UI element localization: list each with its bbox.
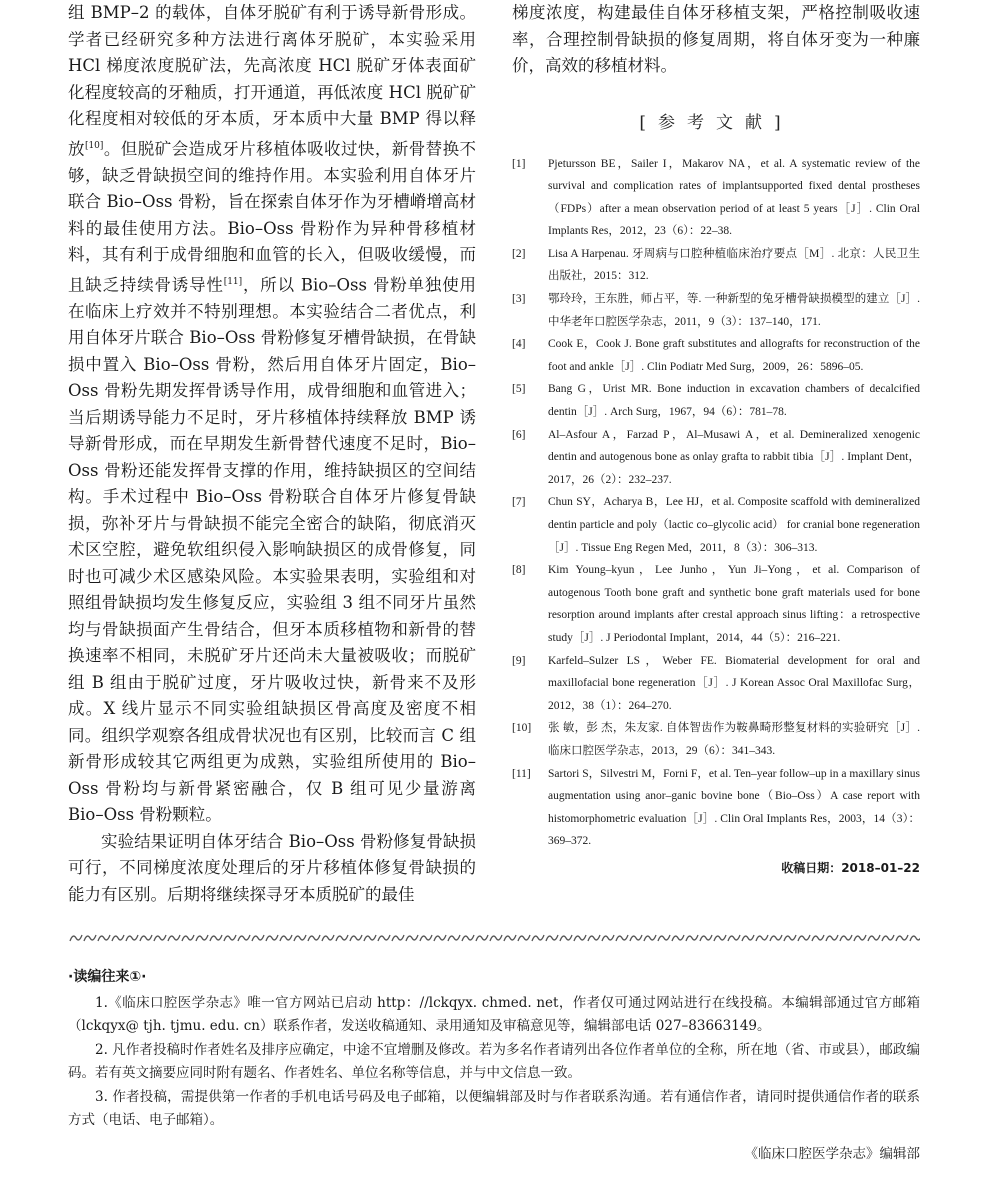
divider-ornament	[812, 935, 824, 941]
divider-ornament	[910, 935, 920, 941]
reference-text: Kim Young–kyun，Lee Junho，Yun Ji–Yong，et al. Comparison of autogenous Tooth bone graft and synthetic bone graft materials used for bone resorption around implants after crestal approach sinus lifting：a retrospective study［J］. J Periodontal Implant，2014，44（5）：216–221.	[548, 564, 920, 644]
left-column	[68, 0, 476, 908]
divider-ornament	[294, 935, 306, 941]
reference-item	[512, 378, 920, 423]
reference-item	[512, 650, 920, 718]
divider-ornament	[742, 935, 754, 941]
divider-ornament	[98, 935, 110, 941]
divider-ornament	[322, 935, 334, 941]
divider-ornament	[616, 935, 628, 941]
reference-text: Cook E，Cook J. Bone graft substitutes and allografts for reconstruction of the foot and ankle［J］. Clin Podiatr Med Surg，2009，26：5896–05.	[548, 338, 920, 373]
reference-text: Karfeld–Sulzer LS，Weber FE. Biomaterial development for oral and maxillofacial bone regeneration［J］. J Korean Assoc Oral Maxillofac Surg，2012，38（1）：264–270.	[548, 654, 920, 712]
reference-item	[512, 424, 920, 492]
divider-ornament	[868, 935, 880, 941]
body-paragraph: 组 BMP–2 的载体，自体牙脱矿有利于诱导新骨形成。学者已经研究多种方法进行离体牙脱矿，本实验采用 HCl 梯度浓度脱矿法，先高浓度 HCl 脱矿牙体表面矿化程度较高的牙釉质，打开通道，再低浓度 HCl 脱矿矿化程度相对较低的牙本质，牙本质中大量 BMP 得以释放[10]。但脱矿会造成牙片移植体吸收过快，新骨替换不够，缺乏骨缺损空间的维持作用。本实验利用自体牙片联合 Bio–Oss 骨粉，旨在探索自体牙作为牙槽嵴增高材料的最佳使用方法。Bio–Oss 骨粉作为异种骨移植材料，其有利于成骨细胞和血管的长入，但吸收缓慢，而且缺乏持续骨诱导性[11]，所以 Bio–Oss 骨粉单独使用在临床上疗效并不特别理想。本实验结合二者优点，利用自体牙片联合 Bio–Oss 骨粉修复牙槽骨缺损，在骨缺损中置入 Bio–Oss 骨粉，然后用自体牙片固定，Bio–Oss 骨粉先期发挥骨诱导作用，成骨细胞和血管进入；当后期诱导能力不足时，牙片移植体持续释放 BMP 诱导新骨形成，而在早期发生新骨替代速度不足时，Bio–Oss 骨粉还能发挥骨支撑的作用，维持缺损区的空间结构。手术过程中 Bio–Oss 骨粉联合自体牙片修复骨缺损，弥补牙片与骨缺损不能完全密合的缺陷，彻底消灭术区空腔，避免软组织侵入影响缺损区的成骨修复，同时也可减少术区感染风险。本实验果表明，实验组和对照组骨缺损均发生修复反应，实验组 3 组不同牙片虽然均与骨缺损面产生骨结合，但牙本质移植物和新骨的替换速率不相同，未脱矿牙片还尚未大量被吸收；而脱矿组 B 组由于脱矿过度，牙片吸收过快，新骨来不及形成。X 线片显示不同实验组缺损区骨高度及密度不相同。组织学观察各组成骨状况也有区别，比较而言 C 组新骨形成较其它两组更为成熟，实验组所使用的 Bio–Oss 骨粉均与新骨紧密融合，仅 B 组可见少量游离 Bio–Oss 骨粉颗粒。	[68, 3, 477, 824]
references-heading: [参考文献]	[639, 112, 793, 133]
reference-text: 张 敏，彭 杰，朱友家. 自体智齿作为鞍鼻畸形整复材料的实验研究［J］. 临床口腔医学杂志，2013，29（6）：341–343.	[548, 722, 920, 757]
divider-ornament	[84, 935, 96, 941]
reference-text: Pjetursson BE，Sailer I，Makarov NA，et al. A systematic review of the survival and complication rates of implantsupported fixed dental prostheses（FDPs）after a mean observation period of at least 5 years［J］. Clin Oral Implants Res，2012，23（6）：22–38.	[548, 157, 920, 238]
divider-ornament	[420, 935, 432, 941]
reference-number: [8]	[512, 564, 526, 577]
divider-ornament	[126, 935, 138, 941]
divider-ornament	[658, 935, 670, 941]
divider-ornament	[210, 935, 222, 941]
reference-text: Al–Asfour A，Farzad P，Al–Musawi A，et al. Demineralized xenogenic dentin and autogenous bone as onlay grafta to rabbit tibia［J］. Implant Dent，2017，26（2）：232–237.	[548, 428, 920, 486]
divider-ornament	[392, 935, 404, 941]
divider-ornament	[518, 935, 530, 941]
reference-list	[512, 153, 920, 853]
divider-ornament	[364, 935, 376, 941]
reference-number: [6]	[512, 428, 526, 441]
reference-item	[512, 333, 920, 378]
divider-ornament	[350, 935, 362, 941]
divider-ornament	[560, 935, 572, 941]
notice-section	[68, 966, 920, 1166]
divider-ornament	[644, 935, 656, 941]
divider-ornament	[714, 935, 726, 941]
divider-ornament	[252, 935, 264, 941]
divider-ornament	[224, 935, 236, 941]
notice-title: ·读编往来①·	[68, 969, 147, 985]
divider-ornament	[602, 935, 614, 941]
reference-item	[512, 288, 920, 333]
reference-item	[512, 153, 920, 243]
divider-ornament	[112, 935, 124, 941]
divider-ornament	[798, 935, 810, 941]
reference-number: [10]	[512, 722, 532, 735]
divider-ornament	[686, 935, 698, 941]
reference-text: Chun SY，Acharya B，Lee HJ，et al. Composite scaffold with demineralized dentin particle and poly（lactic co–glycolic acid） for cranial bone regeneration［J］. Tissue Eng Regen Med，2011，8（3）：306–313.	[548, 496, 920, 554]
divider-ornament	[168, 935, 180, 941]
divider-ornament	[490, 935, 502, 941]
ornamental-divider	[68, 930, 920, 944]
notice-item: 1.《临床口腔医学杂志》唯一官方网站已启动 http：//lckqyx. chmed. net，作者仅可通过网站进行在线投稿。本编辑部通过官方邮箱（lckqyx@ tjh. tjmu. edu. cn）联系作者，发送收稿通知、录用通知及审稿意见等，编辑部电话 027–83663149。	[68, 994, 920, 1034]
divider-ornament	[588, 935, 600, 941]
divider-ornament	[672, 935, 684, 941]
divider-ornament	[154, 935, 166, 941]
divider-ornament	[882, 935, 894, 941]
divider-ornament	[476, 935, 488, 941]
divider-ornament	[784, 935, 796, 941]
notice-item: 3. 作者投稿，需提供第一作者的手机电话号码及电子邮箱，以便编辑部及时与作者联系沟通。若有通信作者，请同时提供通信作者的联系方式（电话、电子邮箱）。	[68, 1088, 920, 1128]
divider-ornament	[196, 935, 208, 941]
divider-ornament	[826, 935, 838, 941]
divider-ornament	[896, 935, 908, 941]
divider-ornament	[140, 935, 152, 941]
reference-text: Lisa A Harpenau. 牙周病与口腔种植临床治疗要点［M］. 北京：人民卫生出版社，2015：312.	[548, 247, 920, 283]
reference-item	[512, 243, 920, 288]
divider-ornament	[574, 935, 586, 941]
citation: [11]	[223, 276, 243, 287]
divider-ornament	[308, 935, 320, 941]
reference-item	[512, 763, 920, 853]
body-paragraph: 梯度浓度，构建最佳自体牙移植支架，严格控制吸收速率，合理控制骨缺损的修复周期，将自体牙变为一种廉价，高效的移植材料。	[512, 3, 920, 75]
divider-ornament	[504, 935, 516, 941]
reference-number: [2]	[512, 247, 526, 260]
divider-ornament	[700, 935, 712, 941]
reference-number: [9]	[512, 654, 526, 667]
reference-text: Bang G，Urist MR. Bone induction in excavation chambers of decalcified dentin［J］. Arch Surg，1967，94（6）：781–78.	[548, 383, 920, 419]
divider-ornament	[756, 935, 768, 941]
divider-ornament	[448, 935, 460, 941]
divider-ornament	[462, 935, 474, 941]
body-paragraph: 实验结果证明自体牙结合 Bio–Oss 骨粉修复骨缺损可行，不同梯度浓度处理后的牙片移植体修复骨缺损的能力有区别。后期将继续探寻牙本质脱矿的最佳	[68, 831, 476, 904]
reference-item	[512, 717, 920, 762]
received-date: 收稿日期：2018–01–22	[781, 860, 920, 875]
reference-number: [1]	[512, 157, 526, 170]
reference-number: [11]	[512, 767, 531, 780]
reference-text: 鄂玲玲，王东胜，师占平，等. 一种新型的兔牙槽骨缺损模型的建立［J］. 中华老年口腔医学杂志，2011，9（3）：137–140，171.	[548, 293, 920, 328]
citation: [10]	[84, 140, 104, 151]
divider-ornament	[378, 935, 390, 941]
divider-ornament	[182, 935, 194, 941]
divider-ornament	[434, 935, 446, 941]
reference-number: [5]	[512, 383, 526, 396]
divider-ornament	[840, 935, 852, 941]
divider-ornament	[728, 935, 740, 941]
reference-number: [7]	[512, 496, 526, 509]
editorial-signature: 《临床口腔医学杂志》编辑部	[744, 1145, 920, 1162]
divider-ornament	[280, 935, 292, 941]
divider-ornament	[532, 935, 544, 941]
reference-text: Sartori S，Silvestri M，Forni F，et al. Ten–year follow–up in a maxillary sinus augmentation using anor–ganic bovine bone（Bio–Oss）A case report with histomorphometric evaluation［J］. Clin Oral Implants Res，2003，14（3）：369–372.	[548, 767, 920, 848]
divider-ornament	[336, 935, 348, 941]
right-column	[512, 0, 920, 876]
divider-ornament	[238, 935, 250, 941]
notice-item: 2. 凡作者投稿时作者姓名及排序应确定，中途不宜增删及修改。若为多名作者请列出各位作者单位的全称，所在地（省、市或县），邮政编码。若有英文摘要应同时附有题名、作者姓名、单位名称等信息，并与中文信息一致。	[68, 1041, 920, 1081]
divider-ornament	[770, 935, 782, 941]
reference-number: [4]	[512, 338, 526, 351]
divider-ornament	[546, 935, 558, 941]
reference-item	[512, 491, 920, 559]
divider-ornament	[630, 935, 642, 941]
reference-number: [3]	[512, 293, 526, 306]
divider-ornament	[266, 935, 278, 941]
divider-ornament	[70, 935, 82, 941]
divider-ornament	[854, 935, 866, 941]
reference-item	[512, 559, 920, 649]
divider-ornament	[406, 935, 418, 941]
